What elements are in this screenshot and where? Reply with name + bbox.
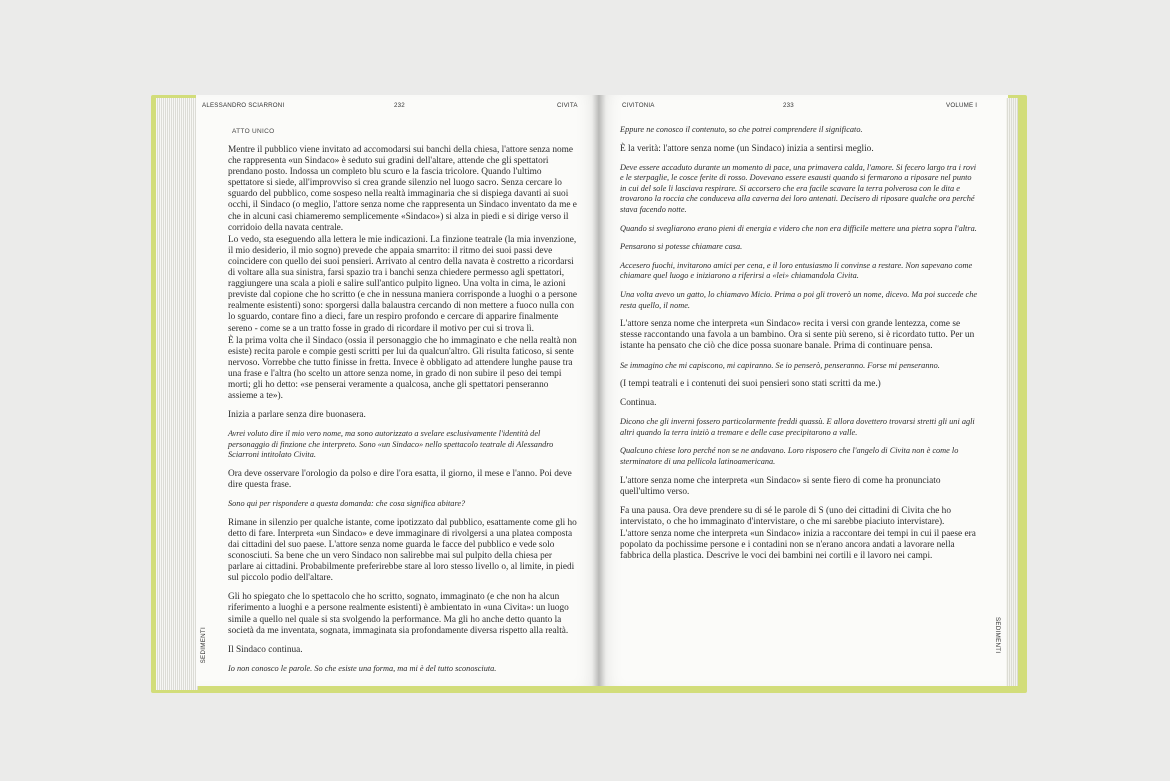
left-paragraph: Lo vedo, sta eseguendo alla lettera le mie indicazioni. La finzione teatrale (la mia invenzione, il mio desiderio, il mio sogno) prevede che appaia smarrito: il ritmo dei suoi passi deve coincidere con quello dei suoi pensieri. Arrivato al centro della navata è costretto a ricordarsi di voltare alla sua sinistra, farsi spazio tra i banchi senza chiedere permesso agli spettatori, raggiungere una scala a pioli e salire sull'antico pulpito ligneo. Una volta in cima, le azioni previste dal copione che ho scritto (e che in nessuna maniera corrisponde a luoghi o a persone realmente esistenti) sono: sporgersi dalla balaustra cercando di non mettere a fuoco nulla con lo sguardo, contare fino a dieci, fare un respiro profondo e cercare di apparire finalmente sereno - come se a un tratto fosse in grado di ricordare il motivo per cui si trova lì. [228, 234, 578, 334]
left-paragraph: Mentre il pubblico viene invitato ad accomodarsi sui banchi della chiesa, l'attore senza nome che rappresenta «un Sindaco» è seduto sui gradini dell'altare, attende che gli spettatori prendano posto. Indossa un completo blu scuro e la fascia tricolore. Quando l'ultimo spettatore si siede, all'improvviso si crea grande silenzio nel luogo sacro. Senza cercare lo sguardo del pubblico, come sospeso nella realtà immaginaria che si dispiega davanti ai suoi occhi, il Sindaco (o meglio, l'attore senza nome che rappresenta un Sindaco inventato da me e che in alcuni casi chiameremo semplicemente «Sindaco») si alza in piedi e si dirige verso il corridoio della navata centrale. [228, 145, 577, 233]
right-paragraph: Dicono che gli inverni fossero particolarmente freddi quassù. E allora dovettero trovarsi stretti gli uni agli altri quando la terra iniziò a tremare e delle case precipitarono a valle. [620, 417, 975, 437]
right-paragraph: Deve essere accaduto durante un momento di pace, una primavera calda, l'amore. Si fecero largo tra i rovi e le sterpaglie, le cosce ferite di rosso. Dovevano essere esausti quando si fermarono a riposare nel punto in cui del sole li lasciava respirare. Si accorsero che era facile scavare la terra polverosa con le dita e trovarono la roccia che conduceva alla caverna dei loro antenati. Decisero di riposare qualche ora perché stava facendo notte. [620, 162, 977, 215]
right-paragraph: L'attore senza nome che interpreta «un Sindaco» recita i versi con grande lentezza, come se stesse raccontando una favola a un bambino. Ora si sente più sereno, si è ricordato tutto. Per un istante ha pensato che ciò che dice possa suonare banale. Prima di continuare pensa. [620, 319, 975, 352]
right-paragraph: Se immagino che mi capiscono, mi capiranno. Se io penserò, penseranno. Forse mi penseranno. [620, 360, 940, 370]
right-paragraph: Continua. [620, 398, 657, 409]
right-paragraph: Qualcuno chiese loro perché non se ne andavano. Loro risposero che l'angelo di Civita non è come lo sterminatore di una pellicola latinoamericana. [620, 446, 959, 467]
running-header-volume: VOLUME I [946, 102, 978, 109]
side-label-right: SEDIMENTI [994, 617, 1001, 654]
running-header-title: CIVITA [557, 102, 578, 109]
right-paragraph: L'attore senza nome che interpreta «un Sindaco» si sente fiero di come ha pronunciato quell'ultimo verso. [620, 475, 941, 497]
right-paragraph: Quando si svegliarono erano pieni di energia e videro che non era difficile mettere una pietra sopra l'altra. [620, 223, 977, 233]
left-paragraph: Sono qui per rispondere a questa domanda: che cosa significa abitare? [228, 499, 466, 509]
right-body-text [620, 125, 978, 570]
left-paragraph: Avrei voluto dire il mio vero nome, ma sono autorizzato a svelare esclusivamente l'identità del personaggio di finzione che interpreto. Sono «un Sindaco» nello spettacolo teatrale di Alessandro Sciarroni intitolato Civita. [228, 429, 554, 460]
page-edges-right [1006, 98, 1018, 686]
left-body-text [228, 145, 580, 682]
right-paragraph: (I tempi teatrali e i contenuti dei suoi pensieri sono stati scritti da me.) [620, 379, 881, 390]
right-paragraph: Accesero fuochi, invitarono amici per cena, e il loro entusiasmo li convinse a restare. Non sapevano come chiamare quel luogo e iniziarono a riferirsi a «lei» chiamandola Civita. [620, 260, 973, 281]
left-paragraph: Gli ho spiegato che lo spettacolo che ho scritto, sognato, immaginato (e che non ha alcun riferimento a luoghi e a persone realmente esistenti) è ambientato in «una Civita»: un luogo simile a quello nel quale si sta svolgendo la performance. Ma gli ho anche detto quanto la società da me inventata, sognata, immaginata sia profondamente diversa rispetto alla realtà. [228, 592, 569, 636]
right-paragraph: L'attore senza nome che interpreta «un Sindaco» inizia a raccontare dei tempi in cui il paese era popolato da pochissime persone e i contadini non se n'erano ancora andati a lavorare nella fabbrica della plastica. Descrive le voci dei bambini nei cortili e il lavoro nei campi. [620, 529, 976, 562]
side-label-left: SEDIMENTI [200, 627, 207, 664]
page-edges-left [156, 98, 198, 690]
right-paragraph: Una volta avevo un gatto, lo chiamavo Micio. Prima o poi gli troverò un nome, dicevo. Ma poi succede che resta quello, il nome. [620, 290, 978, 310]
book-gutter [592, 95, 606, 686]
right-page [598, 95, 1008, 686]
left-paragraph: Ora deve osservare l'orologio da polso e dire l'ora esatta, il giorno, il mese e l'anno. Poi deve dire questa frase. [228, 469, 572, 491]
left-paragraph: Il Sindaco continua. [228, 644, 303, 655]
page-number-right: 233 [783, 102, 794, 109]
right-paragraph: Pensarono si potesse chiamare casa. [620, 242, 743, 252]
page-number-left: 232 [394, 102, 405, 109]
right-paragraph: Fa una pausa. Ora deve prendere su di sé le parole di S (uno dei cittadini di Civita che ho intervistato, o che ho immaginato d'intervistare, o che mi sarebbe piaciuto intervistare). [620, 505, 951, 527]
left-paragraph: Inizia a parlare senza dire buonasera. [228, 410, 366, 421]
left-paragraph: Io non conosco le parole. So che esiste una forma, ma mi è del tutto sconosciuta. [228, 663, 497, 673]
section-label: ATTO UNICO [232, 128, 275, 135]
left-page [196, 95, 600, 686]
left-paragraph: È la prima volta che il Sindaco (ossia il personaggio che ho immaginato e che nella realtà non esiste) recita parole e compie gesti scritti per lui da qualcun'altro. Gli risulta faticoso, si sente nervoso. Vorrebbe che tutto finisse in fretta. Invece è obbligato ad attendere lunghe pause tra una frase e l'altra (ho scelto un attore senza nome, in grado di non subire il peso dei tempi morti; gli ho detto: «se penserai veramente a qualcosa, anche gli spettatori penseranno assieme a te»). [228, 335, 577, 402]
right-paragraph: Eppure ne conosco il contenuto, so che potrei comprendere il significato. [620, 125, 863, 134]
left-paragraph: Rimane in silenzio per qualche istante, come ipotizzato dal pubblico, esattamente come gli ho detto di fare. Interpreta «un Sindaco» e deve immaginare di rivolgersi a una platea composta dai cittadini del suo paese. L'attore senza nome guarda le facce del pubblico e vede solo sconosciuti. Sa bene che un vero Sindaco non salirebbe mai sul pulpito della chiesa per parlare ai cittadini. Probabilmente preferirebbe stare al loro stesso livello o, al limite, in piedi sul piccolo podio dell'altare. [228, 517, 577, 584]
running-header-author: ALESSANDRO SCIARRONI [202, 102, 285, 109]
running-header-title-right: CIVITONIA [622, 102, 655, 109]
right-paragraph: È la verità: l'attore senza nome (un Sindaco) inizia a sentirsi meglio. [620, 143, 874, 154]
